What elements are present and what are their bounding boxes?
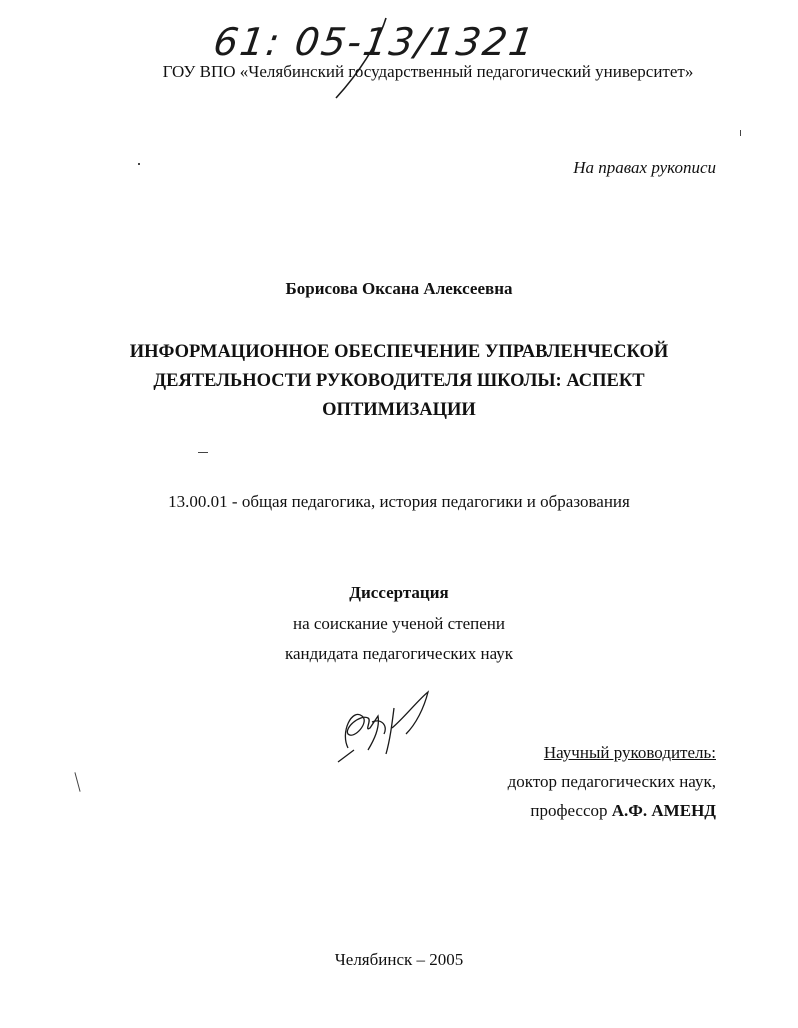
dissertation-heading: Диссертация bbox=[349, 583, 449, 602]
title-line-1: ИНФОРМАЦИОННОЕ ОБЕСПЕЧЕНИЕ УПРАВЛЕНЧЕСКОЙ bbox=[129, 342, 669, 362]
city-year: Челябинск – 2005 bbox=[334, 950, 464, 969]
title-line-2: ДЕЯТЕЛЬНОСТИ РУКОВОДИТЕЛЯ ШКОЛЫ: АСПЕКТ bbox=[153, 371, 645, 391]
dissertation-title bbox=[0, 338, 798, 425]
archive-code-slash bbox=[208, 14, 458, 100]
degree-line-2: кандидата педагогических наук bbox=[284, 644, 514, 663]
institution-name: ГОУ ВПО «Челябинский государственный педагогический университет» bbox=[162, 62, 694, 81]
degree-line-1: на соискание ученой степени bbox=[292, 614, 506, 633]
advisor-label: Научный руководитель: bbox=[543, 743, 716, 762]
scan-speck bbox=[138, 163, 140, 165]
advisor-title: профессор bbox=[530, 801, 608, 820]
advisor-title-name bbox=[416, 796, 716, 825]
advisor-degree: доктор педагогических наук, bbox=[507, 772, 716, 791]
scan-speck bbox=[74, 772, 80, 792]
title-line-3: ОПТИМИЗАЦИИ bbox=[322, 400, 476, 420]
specialty-code: 13.00.01 - общая педагогика, история педагогики и образования bbox=[168, 492, 630, 511]
author-name: Борисова Оксана Алексеевна bbox=[285, 279, 513, 298]
scan-speck bbox=[198, 452, 208, 453]
advisor-name: А.Ф. АМЕНД bbox=[611, 801, 716, 820]
archive-code-text: 61: 05-13/1321 bbox=[210, 20, 539, 64]
scientific-advisor bbox=[416, 738, 716, 825]
scan-speck bbox=[740, 130, 741, 136]
rights-note: На правах рукописи bbox=[573, 158, 716, 177]
